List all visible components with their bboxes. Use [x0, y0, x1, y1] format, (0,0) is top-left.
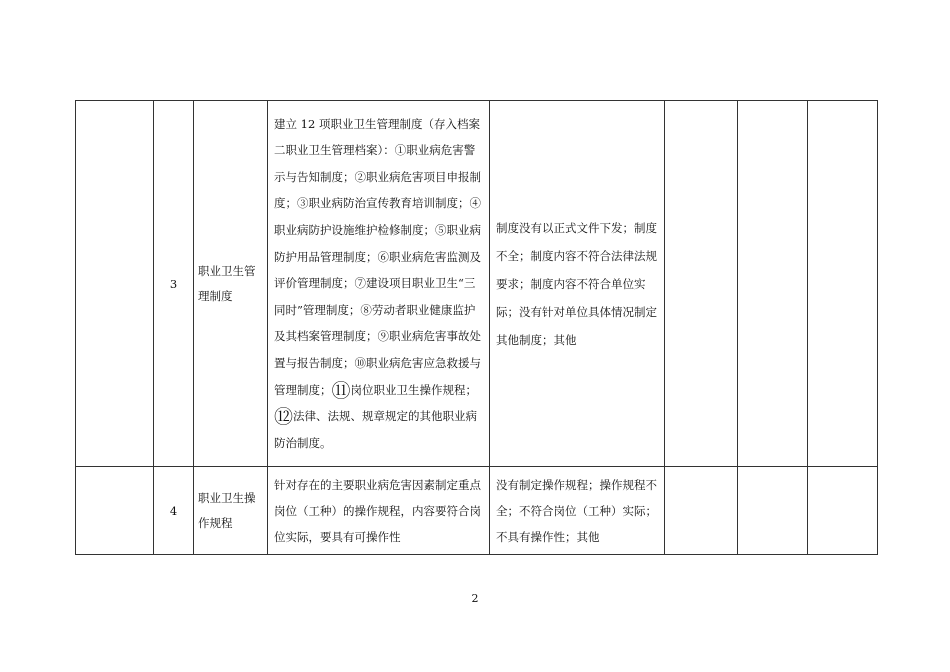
blank-cell	[665, 101, 738, 467]
circled-number: ⑫	[274, 406, 294, 429]
requirement-part: 岗位职业卫生操作规程；	[350, 382, 478, 397]
page-number: 2	[471, 592, 479, 605]
blank-cell	[738, 101, 808, 467]
blank-cell	[808, 101, 878, 467]
deduction-standard: 没有制定操作规程；操作规程不全；不符合岗位（工种）实际；不具有操作性；其他	[490, 467, 665, 555]
category-cell	[76, 467, 154, 555]
requirement-part: 建立 12 项职业卫生管理制度（存入档案二职业卫生管理档案）：①职业病危害警示与告知制度；②职业病危害项目申报制度；③职业病防治宣传教育培训制度；④职业病防护设施维护检修制度；⑤职业病防护用品管理制度；⑥职业病危害监测及评价管理制度；⑦建设项目职业卫生“三同时”管理制度；⑧劳动者职业健康监护及其档案管理制度；⑨职业病危害事故处置与报告制度；⑩职业病危害应急救援与管理制度；	[274, 116, 481, 397]
category-cell	[76, 101, 154, 467]
row-number: 3	[154, 101, 194, 467]
requirement-text: 针对存在的主要职业病危害因素制定重点岗位（工种）的操作规程，内容要符合岗位实际，要具有可操作性	[268, 467, 490, 555]
inspection-table	[75, 100, 878, 555]
blank-cell	[738, 467, 808, 555]
table-row	[76, 467, 878, 555]
requirement-part: 法律、法规、规章规定的其他职业病防治制度。	[274, 409, 478, 450]
item-name: 职业卫生操作规程	[194, 467, 268, 555]
deduction-standard: 制度没有以正式文件下发；制度不全；制度内容不符合法律法规要求；制度内容不符合单位实际；没有针对单位具体情况制定其他制度；其他	[490, 101, 665, 467]
table-row	[76, 101, 878, 467]
circled-number: ⑪	[331, 379, 351, 402]
requirement-text	[268, 101, 490, 467]
row-number: 4	[154, 467, 194, 555]
blank-cell	[665, 467, 738, 555]
blank-cell	[808, 467, 878, 555]
item-name: 职业卫生管理制度	[194, 101, 268, 467]
